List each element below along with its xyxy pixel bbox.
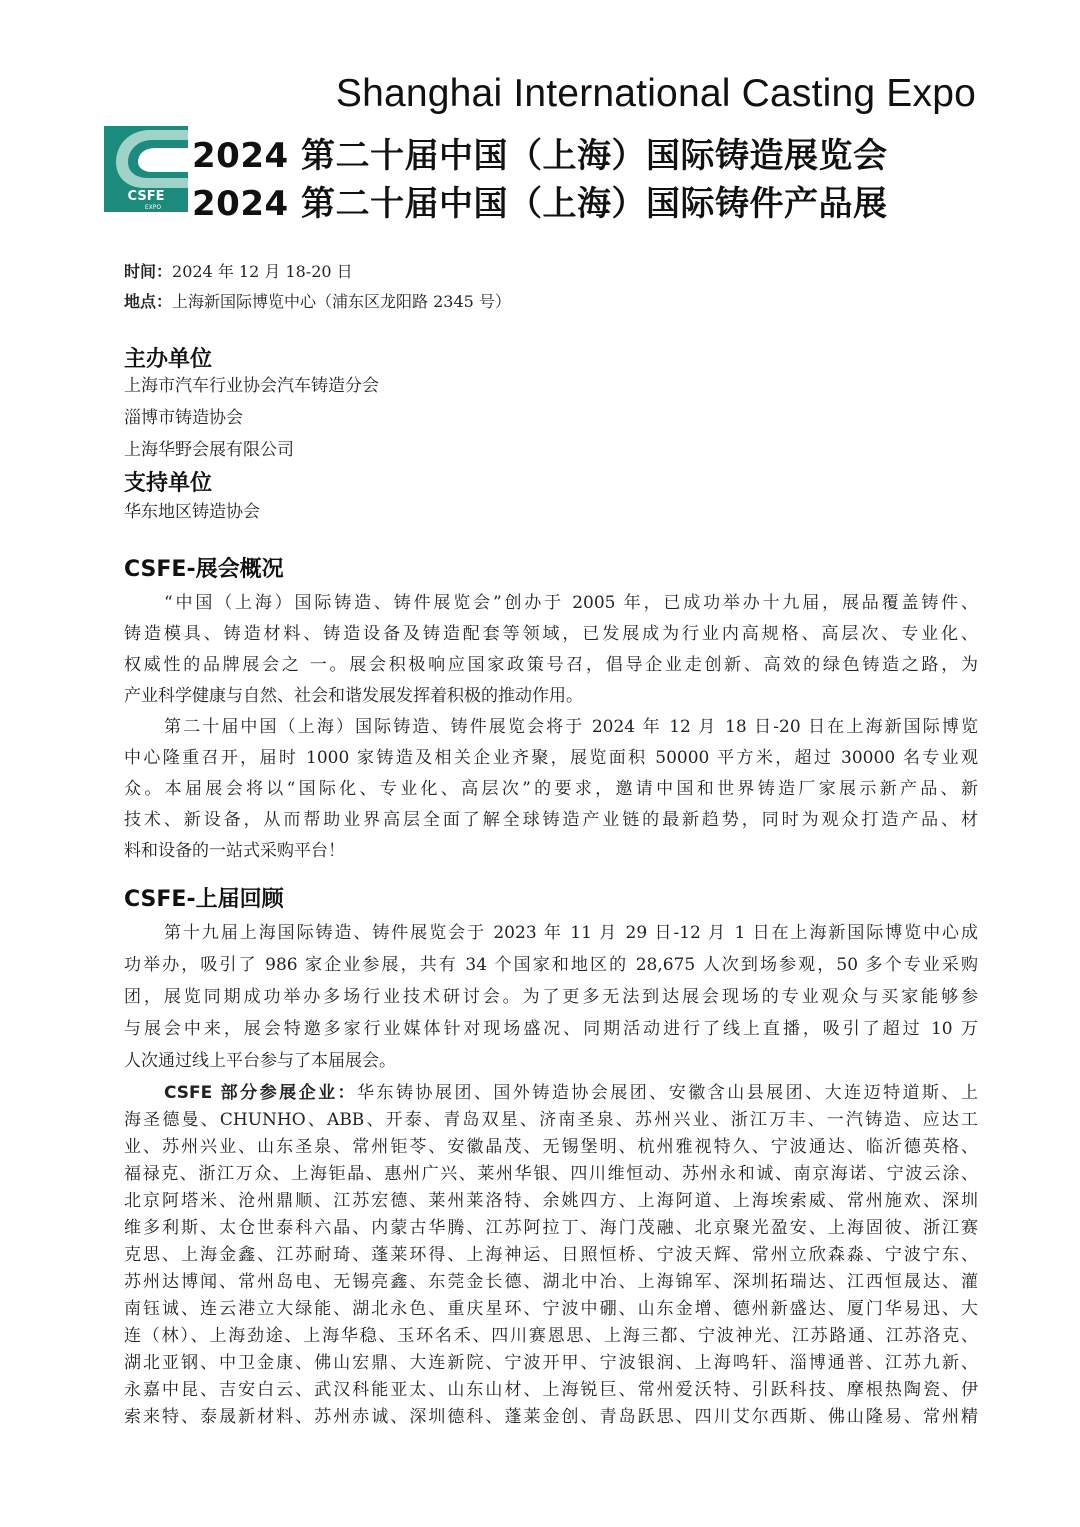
review-paragraph-line: 与展会中来，展会特邀多家行业媒体针对现场盛况、同期活动进行了线上直播，吸引了超过 10 万 xyxy=(124,1019,978,1039)
exhibitors-line: 维多利斯、太仓世泰科六晶、内蒙古华腾、江苏阿拉丁、海门茂融、北京聚光盈安、上海固彼、浙江赛 xyxy=(124,1218,978,1238)
review-paragraph-line: 团，展览同期成功举办多场行业技术研讨会。为了更多无法到达展会现场的专业观众与买家能够参 xyxy=(124,987,978,1007)
review-heading: CSFE-上届回顾 xyxy=(124,887,284,912)
overview-paragraph-line: 铸造模具、铸造材料、铸造设备及铸造配套等领域，已发展成为行业内高规格、高层次、专业化、 xyxy=(124,624,978,644)
organizer-item: 淄博市铸造协会 xyxy=(124,408,243,428)
exhibitors-line: 南钰诚、连云港立大绿能、湖北永色、重庆星环、宁波中硼、山东金增、德州新盛达、厦门华易迅、大 xyxy=(124,1299,978,1319)
logo-subtext: EXPO xyxy=(144,204,162,211)
exhibitors-line: 连（林）、上海劲途、上海华稳、玉环名禾、四川赛恩思、上海三都、宁波神光、江苏路通、江苏洛克、 xyxy=(124,1326,978,1346)
overview-paragraph-line: 中心隆重召开，届时 1000 家铸造及相关企业齐聚，展览面积 50000 平方米，超过 30000 名专业观 xyxy=(124,748,978,768)
overview-paragraph-line: 权威性的品牌展会之 一。展会积极响应国家政策号召，倡导企业走创新、高效的绿色铸造之路，为 xyxy=(124,655,978,675)
exhibitors-line: 湖北亚钢、中卫金康、佛山宏鼎、大连新院、宁波开甲、宁波银润、上海鸣轩、淄博通普、江苏九新、 xyxy=(124,1353,978,1373)
supporter-item: 华东地区铸造协会 xyxy=(124,502,260,522)
exhibitors-line: 北京阿塔米、沧州鼎顺、江苏宏德、莱州莱洛特、余姚四方、上海阿道、上海埃索威、常州施欢、深圳 xyxy=(124,1191,978,1211)
overview-paragraph-line: 众。本届展会将以“国际化、专业化、高层次”的要求，邀请中国和世界铸造厂家展示新产品、新 xyxy=(124,779,978,799)
exhibitors-line: 海圣德曼、CHUNHO、ABB、开泰、青岛双星、济南圣泉、苏州兴业、浙江万丰、一汽铸造、应达工 xyxy=(124,1110,978,1130)
event-location xyxy=(124,292,511,312)
exhibitors-line: 永嘉中昆、吉安白云、武汉科能亚太、山东山材、上海锐巨、常州爱沃特、引跃科技、摩根热陶瓷、伊 xyxy=(124,1380,978,1400)
organizer-item: 上海华野会展有限公司 xyxy=(124,440,294,460)
exhibitors-line: 索来特、泰晟新材料、苏州赤诚、深圳德科、蓬莱金创、青岛跃思、四川艾尔西斯、佛山隆易、常州精 xyxy=(124,1407,978,1427)
title-chinese-line-1: 2024 第二十届中国（上海）国际铸造展览会 xyxy=(192,136,888,176)
time-value: 2024 年 12 月 18-20 日 xyxy=(172,262,353,281)
exhibitors-line: 克思、上海金鑫、江苏耐琦、蓬莱环得、上海神运、日照恒桥、宁波天辉、常州立欣森淼、宁波宁东、 xyxy=(124,1245,978,1265)
place-label: 地点： xyxy=(124,292,173,311)
overview-paragraph-line: 料和设备的一站式采购平台！ xyxy=(124,841,345,861)
overview-paragraph-line: 产业科学健康与自然、社会和谐发展发挥着积极的推动作用。 xyxy=(124,686,583,706)
review-paragraph-line: 人次通过线上平台参与了本届展会。 xyxy=(124,1051,396,1071)
event-time xyxy=(124,262,353,282)
supporters-heading: 支持单位 xyxy=(124,471,213,496)
document-header xyxy=(0,0,1080,230)
logo-wordmark: CSFE xyxy=(127,189,165,204)
exhibitors-line: 苏州达博闻、常州岛电、无锡亮鑫、东莞金长德、湖北中冶、上海锦军、深圳拓瑞达、江西恒晟达、灌 xyxy=(124,1272,978,1292)
review-paragraph-line: 第十九届上海国际铸造、铸件展览会于 2023 年 11 月 29 日-12 月 1 日在上海新国际博览中心成 xyxy=(164,923,978,943)
title-english: Shanghai International Casting Expo xyxy=(335,72,976,115)
csfe-expo-logo xyxy=(104,126,188,212)
place-value: 上海新国际博览中心（浦东区龙阳路 2345 号） xyxy=(172,292,511,311)
exhibitors-label: CSFE 部分参展企业： xyxy=(164,1083,358,1103)
exhibitors-line: 业、苏州兴业、山东圣泉、常州钜苓、安徽晶茂、无锡堡明、杭州雅视特久、宁波通达、临沂德英格、 xyxy=(124,1137,978,1157)
overview-heading: CSFE-展会概况 xyxy=(124,557,284,582)
overview-paragraph-line: 技术、新设备，从而帮助业界高层全面了解全球铸造产业链的最新趋势，同时为观众打造产品、材 xyxy=(124,810,978,830)
exhibitors-text: 华东铸协展团、国外铸造协会展团、安徽含山县展团、大连迈特道斯、上 xyxy=(357,1083,978,1103)
overview-paragraph-line: “中国（上海）国际铸造、铸件展览会”创办于 2005 年，已成功举办十九届，展品覆盖铸件、 xyxy=(164,593,978,613)
exhibitors-line: 福禄克、浙江万众、上海钜晶、惠州广兴、莱州华银、四川维恒动、苏州永和诚、南京海诺、宁波云涂、 xyxy=(124,1164,978,1184)
organizer-item: 上海市汽车行业协会汽车铸造分会 xyxy=(124,376,379,396)
time-label: 时间： xyxy=(124,262,173,281)
exhibitors-line xyxy=(164,1082,978,1104)
overview-paragraph-line: 第二十届中国（上海）国际铸造、铸件展览会将于 2024 年 12 月 18 日-20 日在上海新国际博览 xyxy=(164,717,978,737)
review-paragraph-line: 功举办，吸引了 986 家企业参展，共有 34 个国家和地区的 28,675 人次到场参观，50 多个专业采购 xyxy=(124,955,978,975)
organizers-heading: 主办单位 xyxy=(124,347,213,372)
title-chinese-line-2: 2024 第二十届中国（上海）国际铸件产品展 xyxy=(192,184,888,224)
